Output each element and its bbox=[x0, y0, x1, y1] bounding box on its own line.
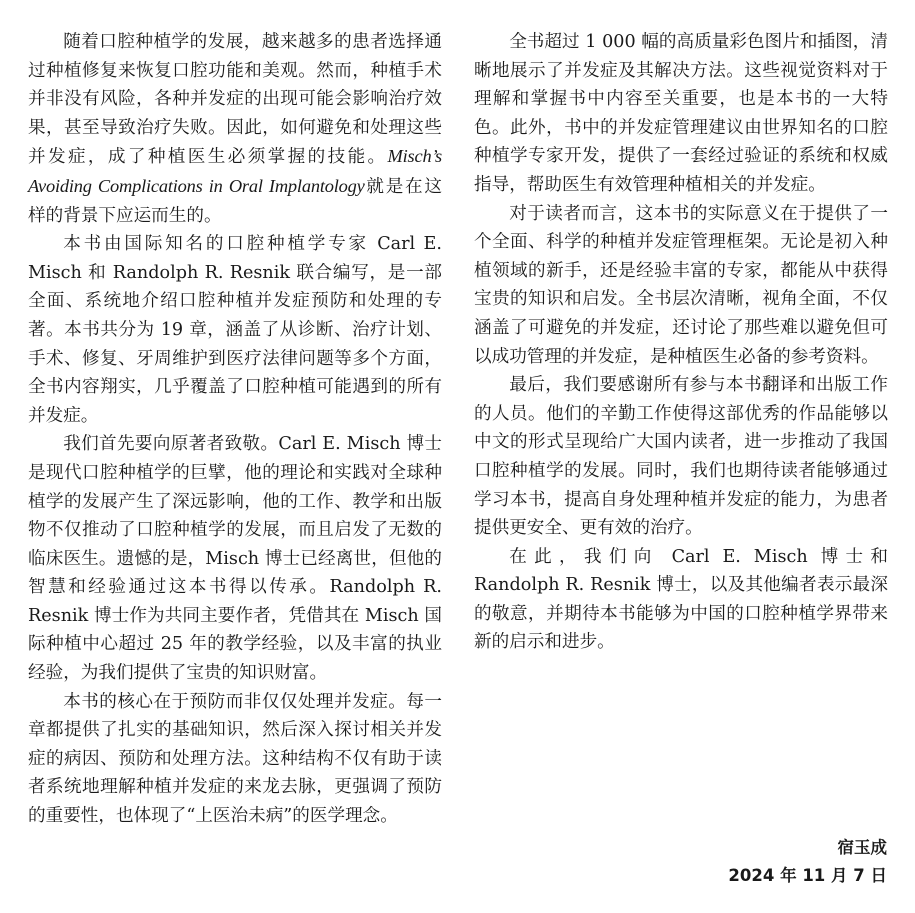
book-title: Misch’s Avoiding Complications in Oral Implantology bbox=[28, 146, 442, 196]
paragraph-closing: 在此，我们向 Carl E. Misch 博士和 Randolph R. Resnik 博士，以及其他编者表示最深的敬意，并期待本书能够为中国的口腔种植学界带来新的启示和进步。 bbox=[474, 546, 888, 653]
paragraph-tribute: 我们首先要向原著者致敬。Carl E. Misch 博士是现代口腔种植学的巨擘，他的理论和实践对全球种植学的发展产生了深远影响，他的工作、教学和出版物不仅推动了口腔种植学的发展，而且启发了无数的临床医生。遗憾的是，Misch 博士已经离世，但他的智慧和经验通过这本书得以传承。Randolph R. Resnik 博士作为共同主要作者，凭借其在 Misch 国际种植中心超过 25 年的教学经验，以及丰富的执业经验，为我们提供了宝贵的知识财富。 bbox=[28, 434, 442, 684]
paragraph-intro-tail: 就是在这样的背景下应运而生的。 bbox=[28, 176, 442, 226]
paragraph-core: 本书的核心在于预防而非仅仅处理并发症。每一章都提供了扎实的基础知识，然后深入探讨相关并发症的病因、预防和处理方法。这种结构不仅有助于读者系统地理解种植并发症的来龙去脉，更强调了预防的重要性，也体现了“上医治未病”的医学理念。 bbox=[28, 691, 442, 827]
paragraph-thanks: 最后，我们要感谢所有参与本书翻译和出版工作的人员。他们的辛勤工作使得这部优秀的作品能够以中文的形式呈现给广大国内读者，进一步推动了我国口腔种植学的发展。同时，我们也期待读者能够通过学习本书，提高自身处理种植并发症的能力，为患者提供更安全、更有效的治疗。 bbox=[474, 375, 888, 539]
paragraph-intro bbox=[28, 28, 442, 230]
paragraph-authors: 本书由国际知名的口腔种植学专家 Carl E. Misch 和 Randolph R. Resnik 联合编写，是一部全面、系统地介绍口腔种植并发症预防和处理的专著。本书共分为 19 章，涵盖了从诊断、治疗计划、手术、修复、牙周维护到医疗法律问题等多个方面，全书内容翔实，几乎覆盖了口腔种植可能遇到的所有并发症。 bbox=[28, 234, 442, 426]
signature-name: 宿玉成 bbox=[837, 838, 887, 857]
paragraph-intro-text: 随着口腔种植学的发展，越来越多的患者选择通过种植修复来恢复口腔功能和美观。然而，种植手术并非没有风险，各种并发症的出现可能会影响治疗效果，甚至导致治疗失败。因此，如何避免和处理这些并发症，成了种植医生必须掌握的技能。 bbox=[28, 32, 442, 168]
left-column bbox=[28, 28, 442, 831]
paragraph-illustrations: 全书超过 1 000 幅的高质量彩色图片和插图，清晰地展示了并发症及其解决方法。这些视觉资料对于理解和掌握书中内容至关重要，也是本书的一大特色。此外，书中的并发症管理建议由世界知名的口腔种植学专家开发，提供了一套经过验证的系统和权威指导，帮助医生有效管理种植相关的并发症。 bbox=[474, 32, 888, 195]
right-column bbox=[474, 28, 888, 657]
signature-date: 2024 年 11 月 7 日 bbox=[728, 866, 887, 885]
paragraph-significance: 对于读者而言，这本书的实际意义在于提供了一个全面、科学的种植并发症管理框架。无论是初入种植领域的新手，还是经验丰富的专家，都能从中获得宝贵的知识和启发。全书层次清晰，视角全面，不仅涵盖了可避免的并发症，还讨论了那些难以避免但可以成功管理的并发症，是种植医生必备的参考资料。 bbox=[474, 203, 888, 367]
